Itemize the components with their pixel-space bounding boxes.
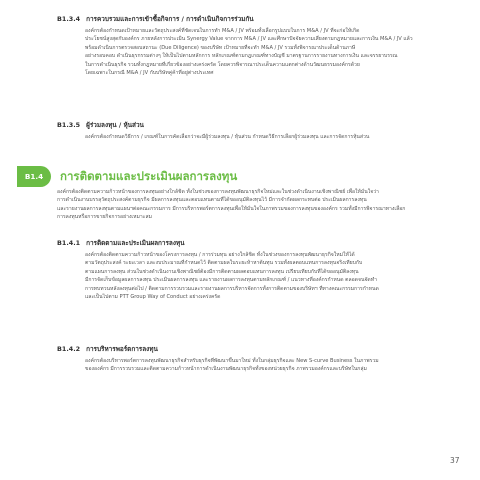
section-number: B1.4.2 (57, 345, 81, 353)
body-line: ตามวัตถุประสงค์ ระยะเวลา และงบประมาณที่กำหนดไว้ ติดตามผลในระยะห้าหาต้นทุน รวมทั้งผลตอบแทนการลงทุนจริงเทียบกับ (85, 260, 363, 267)
body-line: องค์กรต้องบริหารพอร์ตการลงทุนพัฒนาธุรกิจสำหรับธุรกิจที่พัฒนาขึ้นมาใหม่ ทั้งในกลุ่มธุรกิจและ New S-curve Business ในภาพรวม (85, 358, 379, 364)
body-line: มีการจัดเก็บข้อมูลผลการลงทุน ประเมินผลการลงทุน และรายงานผลการลงทุนตามหลักเกณฑ์ / แนวทางที่องค์กรกำหนด ตลอดจนจัดทำ (85, 277, 377, 284)
body-line: การลงทุนหรือการขายกิจการอย่างเหมาะสม (57, 214, 152, 221)
section-number: B1.3.4 (57, 15, 81, 23)
body-line: องค์กรต้องติดตามความก้าวหน้าของการลงทุนอย่างใกล้ชิด ทั้งในช่วงของการลงทุนพัฒนาธุรกิจใหม่และในช่วงดำเนินงานเชิงพาณิชย์ เพื่อให้มั่นใจว่า (57, 189, 379, 195)
section-body-b142 (85, 357, 455, 374)
body-line: ขององค์กร มีการรวบรวมและติดตามความก้าวหน้าการดำเนินงานพัฒนาธุรกิจทั้งของหน่วยธุรกิจ ภาพรวมองค์กรและบริษัทในกลุ่ม (85, 366, 367, 373)
section-body-b134 (85, 27, 455, 77)
section-heading-b142 (57, 345, 158, 353)
section-body-b135 (85, 133, 455, 141)
page-number: 37 (450, 456, 460, 465)
section-title: การควบรวมและการเข้าซื้อกิจการ / การดำเนินกิจการร่วมกัน (86, 15, 254, 23)
section-heading-b134 (57, 15, 254, 23)
section-number: B1.3.5 (57, 121, 81, 129)
body-line: โดยเฉพาะในกรณี M&A / JV กับบริษัทคู่ค้าที่อยู่ต่างประเทศ (85, 70, 214, 77)
body-line: ตามแผนการลงทุน ส่วนในช่วงดำเนินงานเชิงพาณิชย์ต้องมีการติดตามผลตอบแทนการลงทุน เปรียบเทียบกับที่ได้ขออนุมัติลงทุน (85, 268, 359, 275)
body-line: พร้อมดำเนินการตรวจสอบสถานะ (Due Diligence) ของบริษัท เป้าหมายที่จะทำ M&A / JV รวมทั้งพิจารณาประเด็นด้านภาษี (85, 44, 356, 51)
body-line: ในการดำเนินธุรกิจ รวมทั้งกฎหมายที่เกี่ยวข้องอย่างเคร่งครัด โดยควรพิจารณาประเด็นความแตกต่างด้านวัฒนธรรมองค์กรด้วย (85, 61, 360, 68)
body-line: องค์กรต้องกำหนดวิธีการ / เกณฑ์ในการคัดเลือกว่าจะมีผู้ร่วมลงทุน / หุ้นส่วน กำหนดวิธีการเลือกผู้ร่วมลงทุน และการจัดการหุ้นส่วน (85, 134, 370, 140)
body-line: และเป็นไปตาม PTT Group Way of Conduct อย่างเคร่งครัด (85, 294, 221, 301)
section-heading-b141 (57, 239, 185, 247)
body-line: องค์กรต้องกำหนดเป้าหมายและวัตถุประสงค์ที่ชัดเจนในการทำ M&A / JV พร้อมทั้งเลือกรูปแบบในการ M&A / JV ที่จะก่อให้เกิด (85, 28, 360, 34)
body-line: อย่างรอบคอบ ดำเนินธุรกรรมต่างๆ ให้เป็นไปตามหลักการ หลักเกณฑ์ตามกฎเกณฑ์ทางบัญชี มาตรฐานการรายงานทางการเงิน และจรรยาบรรณ (85, 53, 398, 60)
body-line: องค์กรต้องติดตามความก้าวหน้าของโครงการลงทุน / การร่วมทุน อย่างใกล้ชิด ทั้งในช่วงของการลงทุนพัฒนาธุรกิจใหม่ให้ได้ (85, 252, 355, 258)
section-body-b141 (85, 251, 455, 301)
section-heading-b135 (57, 121, 144, 129)
body-line: การดำเนินงานบรรลุวัตถุประสงค์ตามธุรกิจ มีผลการลงทุนและตอบแทนตามที่ได้ขออนุมัติลงทุนไว้ มีการจำกัดผลกระทบต่อ ประเมินผลการลงทุน (57, 197, 367, 204)
section-title: การบริหารพอร์ตการลงทุน (86, 345, 158, 353)
section-number: B1.4.1 (57, 239, 81, 247)
body-line: และรายงานผลการลงทุนตามแผนฯต่อคณะกรรมการ มีการบริหารพอร์ตการลงทุนเพื่อให้มั่นใจในภาพรวมของการลงทุนขององค์กร รวมทั้งมีการพิจารณาทางเลือก (57, 205, 406, 212)
main-section-body (57, 188, 455, 222)
main-section-title: การติดตามและประเมินผลการลงทุน (60, 169, 238, 183)
section-badge: B1.4 (17, 166, 51, 187)
body-line: ประโยชน์สูงสุดกับองค์กร ภายหลังการประเมิน Synergy Value จากการ M&A / JV และศึกษาปัจจัยความเสี่ยงตามกฎหมายและการเงิน M&A / JV แล้ว (85, 36, 413, 43)
section-title: ผู้ร่วมลงทุน / หุ้นส่วน (86, 121, 144, 129)
body-line: การทบทวนหลังลงทุนต่อไป / ติดตามการรวบรวมและรายงานผลการบริหารจัดการทั้งการติดตามของบริษัทฯ ที่ทางคณะกรรมการกำหนด (85, 285, 379, 292)
section-title: การติดตามและประเมินผลการลงทุน (86, 239, 185, 247)
